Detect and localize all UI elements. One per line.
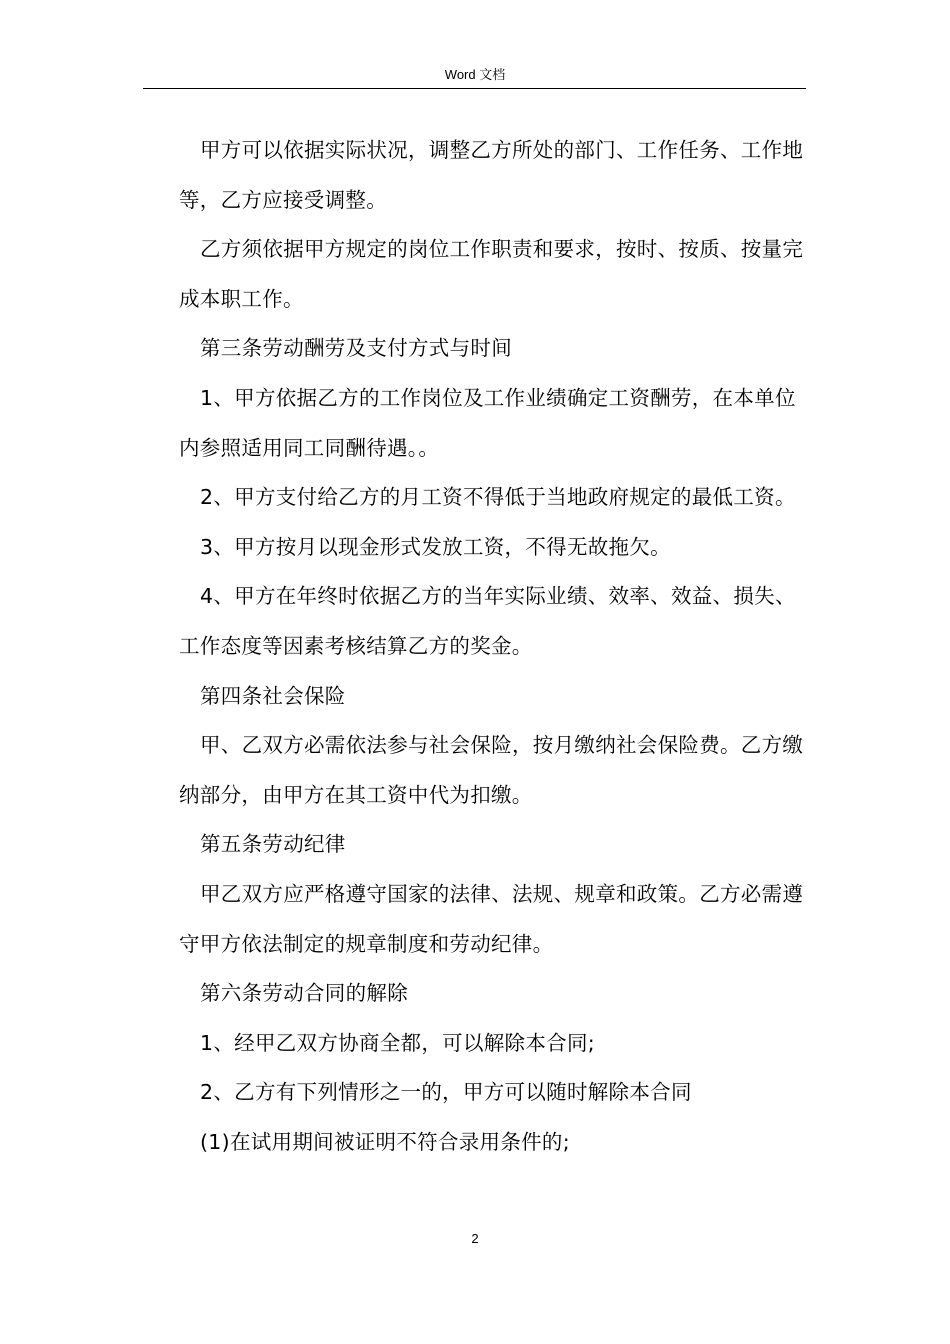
paragraph: 甲乙双方应严格遵守国家的法律、法规、规章和政策。乙方必需遵守甲方依法制定的规章制度和劳动纪律。	[179, 881, 804, 956]
paragraph: 甲方可以依据实际状况，调整乙方所处的部门、工作任务、工作地等，乙方应接受调整。	[179, 138, 804, 212]
paragraph: 4、甲方在年终时依据乙方的当年实际业绩、效率、效益、损失、工作态度等因素考核结算乙方的奖金。	[179, 584, 796, 658]
section-heading: 第三条劳动酬劳及支付方式与时间	[200, 336, 512, 361]
paragraph: 乙方须依据甲方规定的岗位工作职责和要求，按时、按质、按量完成本职工作。	[179, 237, 804, 311]
page-header-title: Word 文档	[444, 67, 506, 82]
paragraph: 1、经甲乙双方协商全都，可以解除本合同;	[200, 1030, 595, 1055]
paragraph: (1)在试用期间被证明不符合录用条件的;	[200, 1129, 570, 1154]
paragraph: 3、甲方按月以现金形式发放工资，不得无故拖欠。	[200, 534, 671, 559]
section-heading: 第五条劳动纪律	[200, 832, 346, 857]
page-number: 2	[471, 1231, 479, 1246]
paragraph: 2、乙方有下列情形之一的，甲方可以随时解除本合同	[200, 1080, 692, 1105]
section-heading: 第六条劳动合同的解除	[200, 981, 408, 1006]
paragraph: 甲、乙双方必需依法参与社会保险，按月缴纳社会保险费。乙方缴纳部分，由甲方在其工资中代为扣缴。	[179, 733, 804, 807]
section-heading: 第四条社会保险	[200, 683, 346, 708]
paragraph: 2、甲方支付给乙方的月工资不得低于当地政府规定的最低工资。	[200, 485, 796, 510]
paragraph: 1、甲方依据乙方的工作岗位及工作业绩确定工资酬劳，在本单位内参照适用同工同酬待遇。。	[179, 385, 796, 460]
header-divider	[143, 88, 806, 89]
document-body	[179, 126, 804, 1167]
